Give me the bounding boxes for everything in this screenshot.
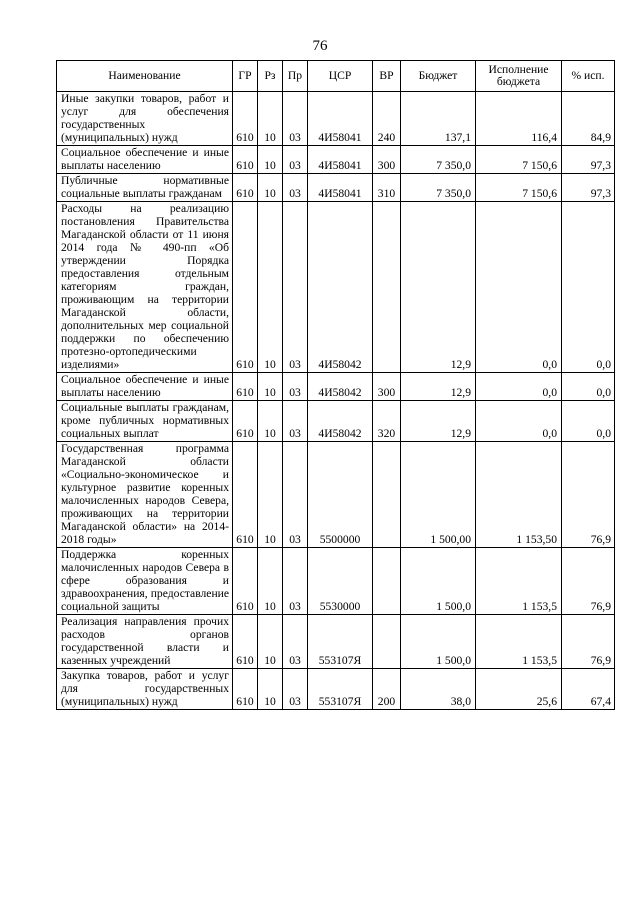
row-percent: 0,0 bbox=[562, 401, 615, 442]
row-gr: 610 bbox=[233, 373, 258, 401]
row-csr: 553107Я bbox=[308, 615, 373, 669]
row-percent: 76,9 bbox=[562, 548, 615, 615]
row-percent: 97,3 bbox=[562, 174, 615, 202]
row-rz: 10 bbox=[258, 401, 283, 442]
row-execution: 7 150,6 bbox=[476, 174, 562, 202]
row-execution: 1 153,5 bbox=[476, 548, 562, 615]
row-gr: 610 bbox=[233, 669, 258, 710]
row-execution: 25,6 bbox=[476, 669, 562, 710]
row-name: Закупка товаров, работ и услуг для государственных (муниципальных) нужд bbox=[57, 669, 233, 710]
row-vr bbox=[373, 442, 401, 548]
row-gr: 610 bbox=[233, 202, 258, 373]
row-rz: 10 bbox=[258, 373, 283, 401]
row-vr: 240 bbox=[373, 92, 401, 146]
row-rz: 10 bbox=[258, 548, 283, 615]
row-percent: 76,9 bbox=[562, 442, 615, 548]
row-percent: 67,4 bbox=[562, 669, 615, 710]
header-rz: Рз bbox=[258, 61, 283, 92]
row-rz: 10 bbox=[258, 146, 283, 174]
header-pr: Пр bbox=[283, 61, 308, 92]
header-execution: Исполнение бюджета bbox=[476, 61, 562, 92]
row-percent: 97,3 bbox=[562, 146, 615, 174]
table-row bbox=[57, 373, 615, 401]
table-row bbox=[57, 146, 615, 174]
row-csr: 4И58041 bbox=[308, 174, 373, 202]
row-rz: 10 bbox=[258, 442, 283, 548]
row-gr: 610 bbox=[233, 615, 258, 669]
row-csr: 4И58042 bbox=[308, 202, 373, 373]
row-percent: 0,0 bbox=[562, 202, 615, 373]
row-vr bbox=[373, 615, 401, 669]
row-vr: 300 bbox=[373, 146, 401, 174]
row-name: Государственная программа Магаданской области «Социально-экономическое и культурное развитие коренных малочисленных народов Севера, проживающих на территории Магаданской области» на 2014-2018 годы» bbox=[57, 442, 233, 548]
row-pr: 03 bbox=[283, 442, 308, 548]
row-csr: 4И58042 bbox=[308, 401, 373, 442]
row-vr bbox=[373, 548, 401, 615]
row-execution: 1 153,50 bbox=[476, 442, 562, 548]
header-vr: ВР bbox=[373, 61, 401, 92]
row-budget: 137,1 bbox=[401, 92, 476, 146]
row-name: Реализация направления прочих расходов органов государственной власти и казенных учреждений bbox=[57, 615, 233, 669]
row-name: Социальное обеспечение и иные выплаты населению bbox=[57, 373, 233, 401]
row-execution: 0,0 bbox=[476, 373, 562, 401]
row-pr: 03 bbox=[283, 146, 308, 174]
row-vr: 200 bbox=[373, 669, 401, 710]
row-budget: 38,0 bbox=[401, 669, 476, 710]
row-rz: 10 bbox=[258, 669, 283, 710]
header-percent: % исп. bbox=[562, 61, 615, 92]
row-pr: 03 bbox=[283, 548, 308, 615]
row-budget: 12,9 bbox=[401, 373, 476, 401]
header-csr: ЦСР bbox=[308, 61, 373, 92]
row-vr: 310 bbox=[373, 174, 401, 202]
row-percent: 84,9 bbox=[562, 92, 615, 146]
row-csr: 4И58042 bbox=[308, 373, 373, 401]
row-pr: 03 bbox=[283, 669, 308, 710]
row-budget: 7 350,0 bbox=[401, 174, 476, 202]
row-budget: 1 500,0 bbox=[401, 615, 476, 669]
row-pr: 03 bbox=[283, 373, 308, 401]
row-pr: 03 bbox=[283, 202, 308, 373]
header-row bbox=[57, 61, 615, 92]
row-csr: 5500000 bbox=[308, 442, 373, 548]
row-pr: 03 bbox=[283, 615, 308, 669]
row-gr: 610 bbox=[233, 92, 258, 146]
row-name: Социальное обеспечение и иные выплаты населению bbox=[57, 146, 233, 174]
row-gr: 610 bbox=[233, 548, 258, 615]
row-rz: 10 bbox=[258, 615, 283, 669]
header-name: Наименование bbox=[57, 61, 233, 92]
row-gr: 610 bbox=[233, 174, 258, 202]
row-rz: 10 bbox=[258, 174, 283, 202]
row-vr: 300 bbox=[373, 373, 401, 401]
row-name: Иные закупки товаров, работ и услуг для обеспечения государственных (муниципальных) нужд bbox=[57, 92, 233, 146]
row-gr: 610 bbox=[233, 442, 258, 548]
row-budget: 7 350,0 bbox=[401, 146, 476, 174]
table-row bbox=[57, 92, 615, 146]
row-execution: 0,0 bbox=[476, 401, 562, 442]
header-budget: Бюджет bbox=[401, 61, 476, 92]
row-name: Расходы на реализацию постановления Правительства Магаданской области от 11 июня 2014 года № 490-пп «Об утверждении Порядка предоставления отдельным категориям граждан, проживающим на территории Магаданской области, дополнительных мер социальной поддержки по обеспечению протезно-ортопедическими изделиями» bbox=[57, 202, 233, 373]
row-execution: 1 153,5 bbox=[476, 615, 562, 669]
row-csr: 4И58041 bbox=[308, 146, 373, 174]
table-row bbox=[57, 174, 615, 202]
row-rz: 10 bbox=[258, 92, 283, 146]
row-name: Социальные выплаты гражданам, кроме публичных нормативных социальных выплат bbox=[57, 401, 233, 442]
row-percent: 76,9 bbox=[562, 615, 615, 669]
row-csr: 553107Я bbox=[308, 669, 373, 710]
row-vr bbox=[373, 202, 401, 373]
row-execution: 7 150,6 bbox=[476, 146, 562, 174]
row-csr: 4И58041 bbox=[308, 92, 373, 146]
row-pr: 03 bbox=[283, 401, 308, 442]
row-csr: 5530000 bbox=[308, 548, 373, 615]
row-percent: 0,0 bbox=[562, 373, 615, 401]
row-budget: 1 500,0 bbox=[401, 548, 476, 615]
row-vr: 320 bbox=[373, 401, 401, 442]
table-row bbox=[57, 615, 615, 669]
row-name: Поддержка коренных малочисленных народов Севера в сфере образования и здравоохранения, предоставление социальной защиты bbox=[57, 548, 233, 615]
row-execution: 116,4 bbox=[476, 92, 562, 146]
row-pr: 03 bbox=[283, 92, 308, 146]
row-pr: 03 bbox=[283, 174, 308, 202]
row-budget: 12,9 bbox=[401, 401, 476, 442]
table-row bbox=[57, 669, 615, 710]
table-row bbox=[57, 442, 615, 548]
row-rz: 10 bbox=[258, 202, 283, 373]
row-budget: 1 500,00 bbox=[401, 442, 476, 548]
row-gr: 610 bbox=[233, 146, 258, 174]
table-row bbox=[57, 401, 615, 442]
budget-table bbox=[56, 60, 615, 710]
row-name: Публичные нормативные социальные выплаты гражданам bbox=[57, 174, 233, 202]
page-number: 76 bbox=[312, 38, 328, 54]
table-row bbox=[57, 202, 615, 373]
row-budget: 12,9 bbox=[401, 202, 476, 373]
row-execution: 0,0 bbox=[476, 202, 562, 373]
row-gr: 610 bbox=[233, 401, 258, 442]
table-row bbox=[57, 548, 615, 615]
header-gr: ГР bbox=[233, 61, 258, 92]
